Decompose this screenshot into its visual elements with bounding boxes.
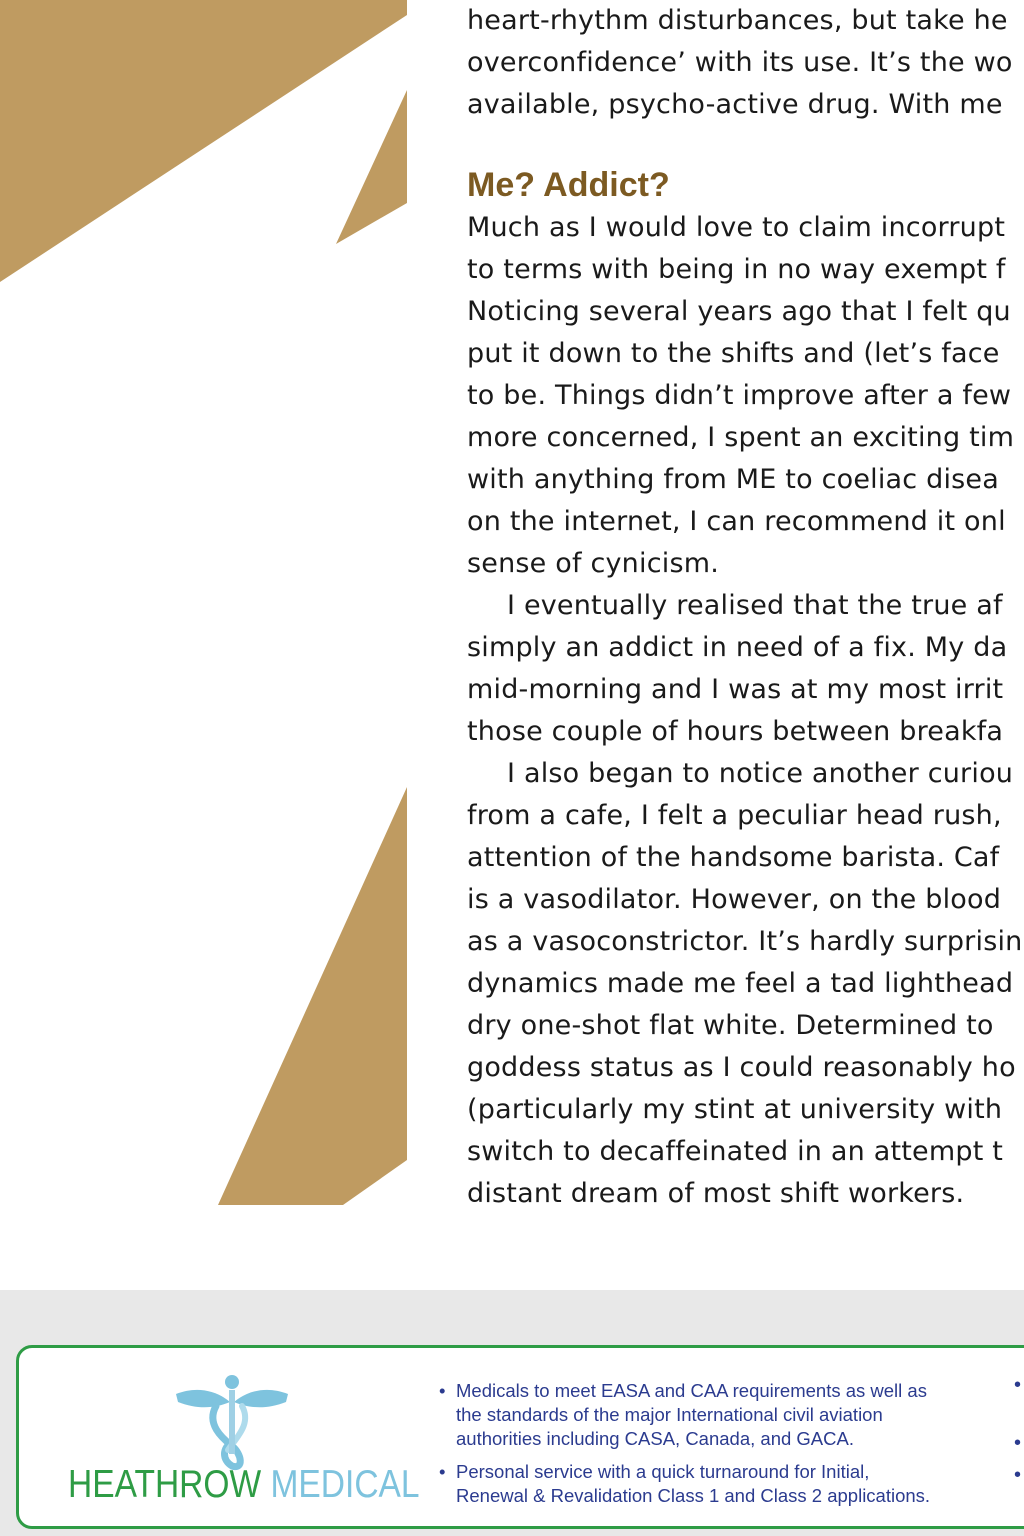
brand-name-part2: MEDICAL [270,1463,420,1506]
section-heading: Me? Addict? [467,166,670,204]
text-line: from a cafe, I felt a peculiar head rush, [467,800,1002,831]
text-line: is a vasodilator. However, on the blood [467,884,1002,915]
text-line: those couple of hours between breakfa [467,716,1004,747]
gold-shape-top-left [0,0,407,282]
paragraph-2 [467,585,1007,753]
text-line: Much as I would love to claim incorrupt [467,212,1006,243]
text-line: dry one-shot flat white. Determined to [467,1010,994,1041]
advert-bullet-list [456,1379,1016,1517]
text-line: mid-morning and I was at my most irrit [467,674,1004,705]
gold-shape-top-sliver [336,90,407,244]
text-line: sense of cynicism. [467,548,719,579]
paragraph-3 [467,753,1022,1215]
list-item [456,1460,1016,1508]
bullet-line: Renewal & Revalidation Class 1 and Class 2 applications. [456,1485,931,1506]
paragraph-1 [467,207,1014,585]
brand-name-part1: HEATHROW [68,1463,262,1506]
text-line: (particularly my stint at university with [467,1094,1003,1125]
intro-paragraph [467,0,1013,126]
bullet-line: authorities including CASA, Canada, and GACA. [456,1428,854,1449]
list-item [456,1379,1016,1451]
text-line: goddess status as I could reasonably ho [467,1052,1016,1083]
text-line: simply an addict in need of a fix. My da [467,632,1008,663]
text-line: attention of the handsome barista. Caf [467,842,1000,873]
bullet-dot-icon: • [1014,1374,1022,1396]
text-line: I eventually realised that the true af [507,590,1003,621]
text-line: available, psycho-active drug. With me [467,89,1003,120]
brand-name [68,1462,420,1508]
bullet-line: • Medicals to meet EASA and CAA requirements as well as [456,1380,927,1401]
text-line: on the internet, I can recommend it onl [467,506,1006,537]
text-line: as a vasoconstrictor. It’s hardly surprisin [467,926,1023,957]
text-line: put it down to the shifts and (let’s face [467,338,1000,369]
text-line: Noticing several years ago that I felt qu [467,296,1011,327]
text-line: with anything from ME to coeliac disea [467,464,999,495]
text-line: switch to decaffeinated in an attempt t [467,1136,1004,1167]
text-line: to be. Things didn’t improve after a few [467,380,1012,411]
bullet-line: the standards of the major International civil aviation [456,1404,883,1425]
text-line: to terms with being in no way exempt f [467,254,1006,285]
bullet-dot-icon: • [1014,1432,1022,1454]
text-line: I also began to notice another curiou [507,758,1014,789]
text-line: heart-rhythm disturbances, but take he [467,5,1008,36]
gold-shape-bottom [218,787,407,1205]
text-line: dynamics made me feel a tad lighthead [467,968,1014,999]
text-line: overconfidence’ with its use. It’s the wo [467,47,1013,78]
text-line: distant dream of most shift workers. [467,1178,965,1209]
bullet-line: • Personal service with a quick turnaround for Initial, [456,1461,870,1482]
bullet-dot-icon: • [1014,1464,1022,1486]
text-line: more concerned, I spent an exciting tim [467,422,1015,453]
